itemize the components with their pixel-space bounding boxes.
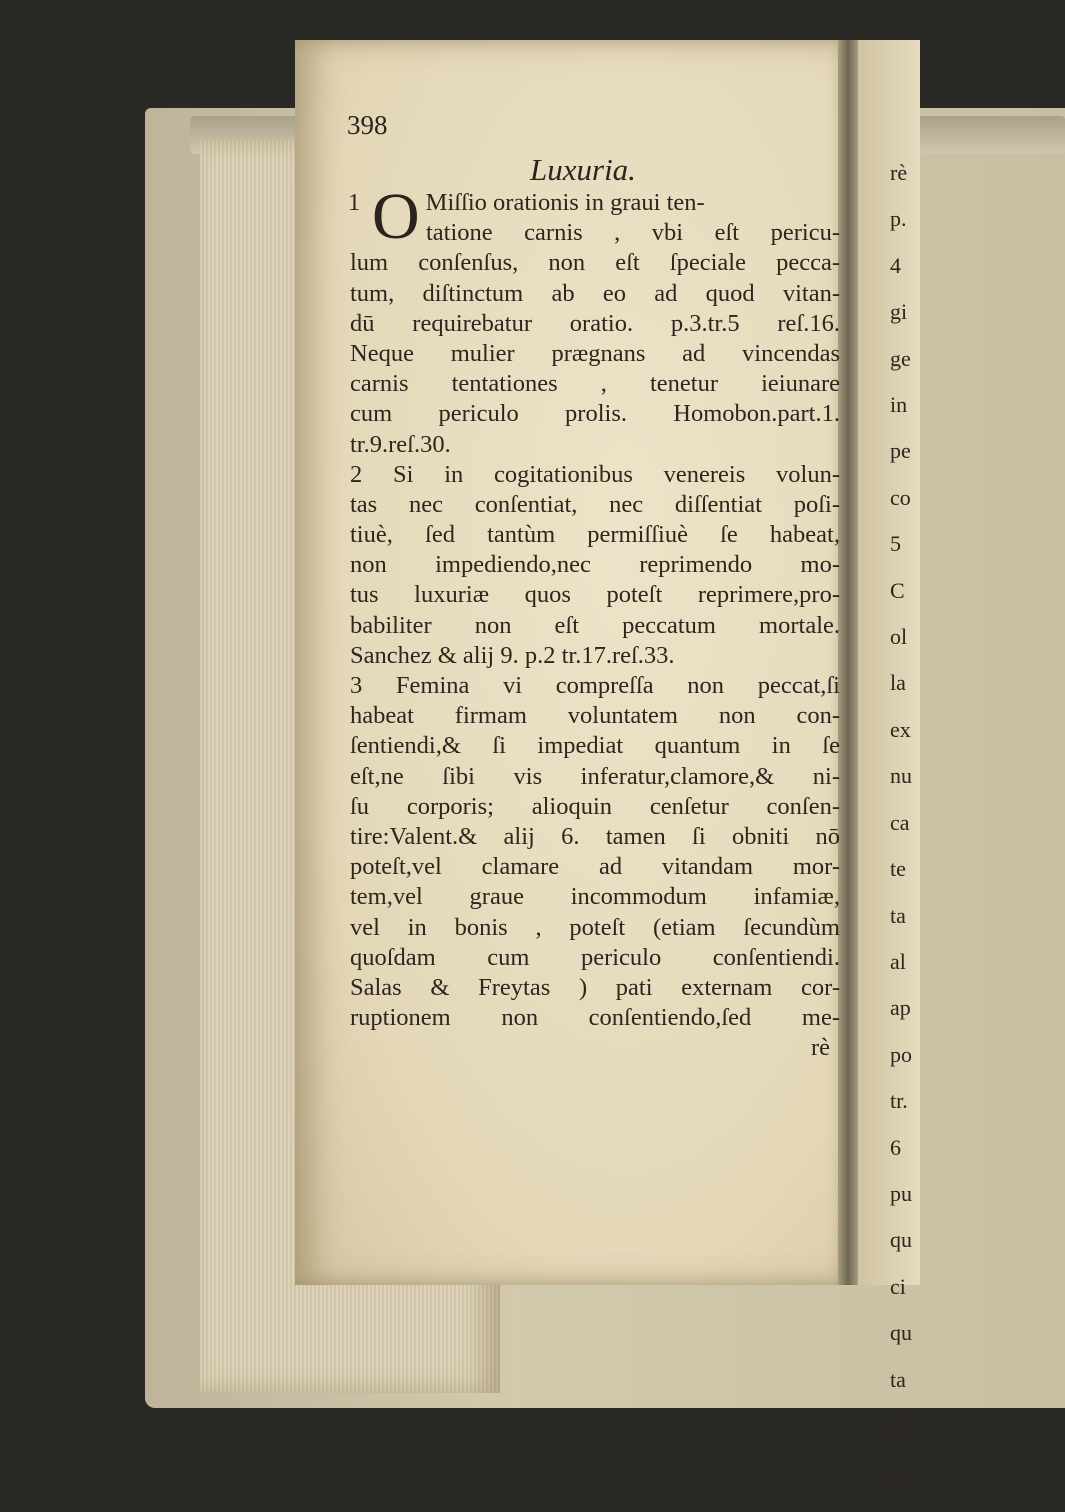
paragraph-number: 1 [348,189,361,216]
right-page-fragment: la [890,670,906,696]
right-page-fragment: C [890,577,905,603]
text-line: tum, diſtinctum ab eo ad quod vitan- [350,279,840,307]
text-line: non impediendo,nec reprimendo mo- [350,551,840,579]
drop-capital: O [372,180,420,253]
right-page-fragment: ci [890,1273,906,1299]
text-line: tiuè, ſed tantùm permiſſiuè ſe habeat, [350,521,840,549]
right-page-text-fragments [890,150,920,1496]
right-page-fragment: co [890,484,911,510]
right-page-fragment: pe [890,438,911,464]
text-line: tr.9.reſ.30. [350,430,451,458]
page-number: 398 [347,110,388,140]
right-page-fragment: 5 [890,531,901,557]
right-page-fragment: ap [890,995,911,1021]
text-line: Salas & Freytas ) pati externam cor- [350,973,840,1001]
right-page-fragment: gi [890,299,908,325]
right-page-fragment: rè [890,160,908,185]
text-line: tem,vel graue incommodum infamiæ, [350,883,840,911]
text-line: tatione carnis , vbi eſt pericu- [426,219,840,247]
text-line: tire:Valent.& alij 6. tamen ſi obniti nō [350,822,840,850]
right-page-fragment: po [890,1041,912,1067]
right-page-fragment: tr. [890,1088,908,1114]
text-line: Sanchez & alij 9. p.2 tr.17.reſ.33. [350,641,675,669]
right-page-fragment: nu [890,763,912,789]
right-page-fragment: ol [890,624,908,650]
text-line: lum conſenſus, non eſt ſpeciale pecca- [350,249,840,277]
right-page-fragment: ab [890,1412,911,1438]
text-line: tus luxuriæ quos poteſt reprimere,pro- [350,581,840,609]
right-page-fragment: 6 [890,1134,901,1160]
text-line: poteſt,vel clamare ad vitandam mor- [350,853,840,881]
text-line: eſt,ne ſibi vis inferatur,clamore,& ni- [350,762,840,790]
right-page-fragment: qu [890,1227,912,1253]
page-text [348,180,840,1063]
text-line: ſu corporis; alioquin cenſetur conſen- [350,792,840,820]
right-page-fragment: pu [890,1180,912,1206]
paragraph-3 [350,671,840,1033]
text-line: vel in bonis , poteſt (etiam ſecundùm [350,913,840,941]
text-line: 2 Si in cogitationibus venereis volun- [350,460,840,488]
right-page-fragment: in [890,392,908,418]
text-line: ſentiendi,& ſi impediat quantum in ſe [350,732,840,760]
paragraph-1 [348,180,840,460]
text-line: tas nec conſentiat, nec diſſentiat poſi- [350,490,840,518]
page-title: Luxuria. [530,152,636,187]
right-page-fragment: 4 [890,252,901,278]
first-line-text: Miſſio orationis in graui ten- [425,189,705,216]
right-page-fragment: ge [890,345,911,371]
right-page-fragment: ta [890,902,906,928]
text-line: quoſdam cum periculo conſentiendi. [350,943,840,971]
text-line: cum periculo prolis. Homobon.part.1. [350,400,840,428]
text-line: habeat firmam voluntatem non con- [350,702,840,730]
right-page-fragment: qu [890,1320,912,1346]
text-line: babiliter non eſt peccatum mortale. [350,611,840,639]
paragraph-2 [350,460,840,671]
right-page-fragment: ex [890,716,911,742]
right-page-fragment: ta [890,1366,906,1392]
book-gutter [838,40,858,1285]
catchword: rè [810,1034,830,1062]
right-page-fragment: qu [890,1459,912,1485]
right-page-fragment: te [890,856,906,882]
right-page-fragment: p. [890,206,907,232]
right-page-fragment: ca [890,809,910,835]
text-line: ruptionem non conſentiendo,ſed me- [350,1004,840,1032]
right-page-fragment: al [890,948,906,974]
text-line: Neque mulier prægnans ad vincendas [350,339,840,367]
text-line: dū requirebatur oratio. p.3.tr.5 reſ.16. [350,309,840,337]
text-line: carnis tentationes , tenetur ieiunare [350,370,840,398]
text-line: 3 Femina vi compreſſa non peccat,ſi [350,672,840,699]
